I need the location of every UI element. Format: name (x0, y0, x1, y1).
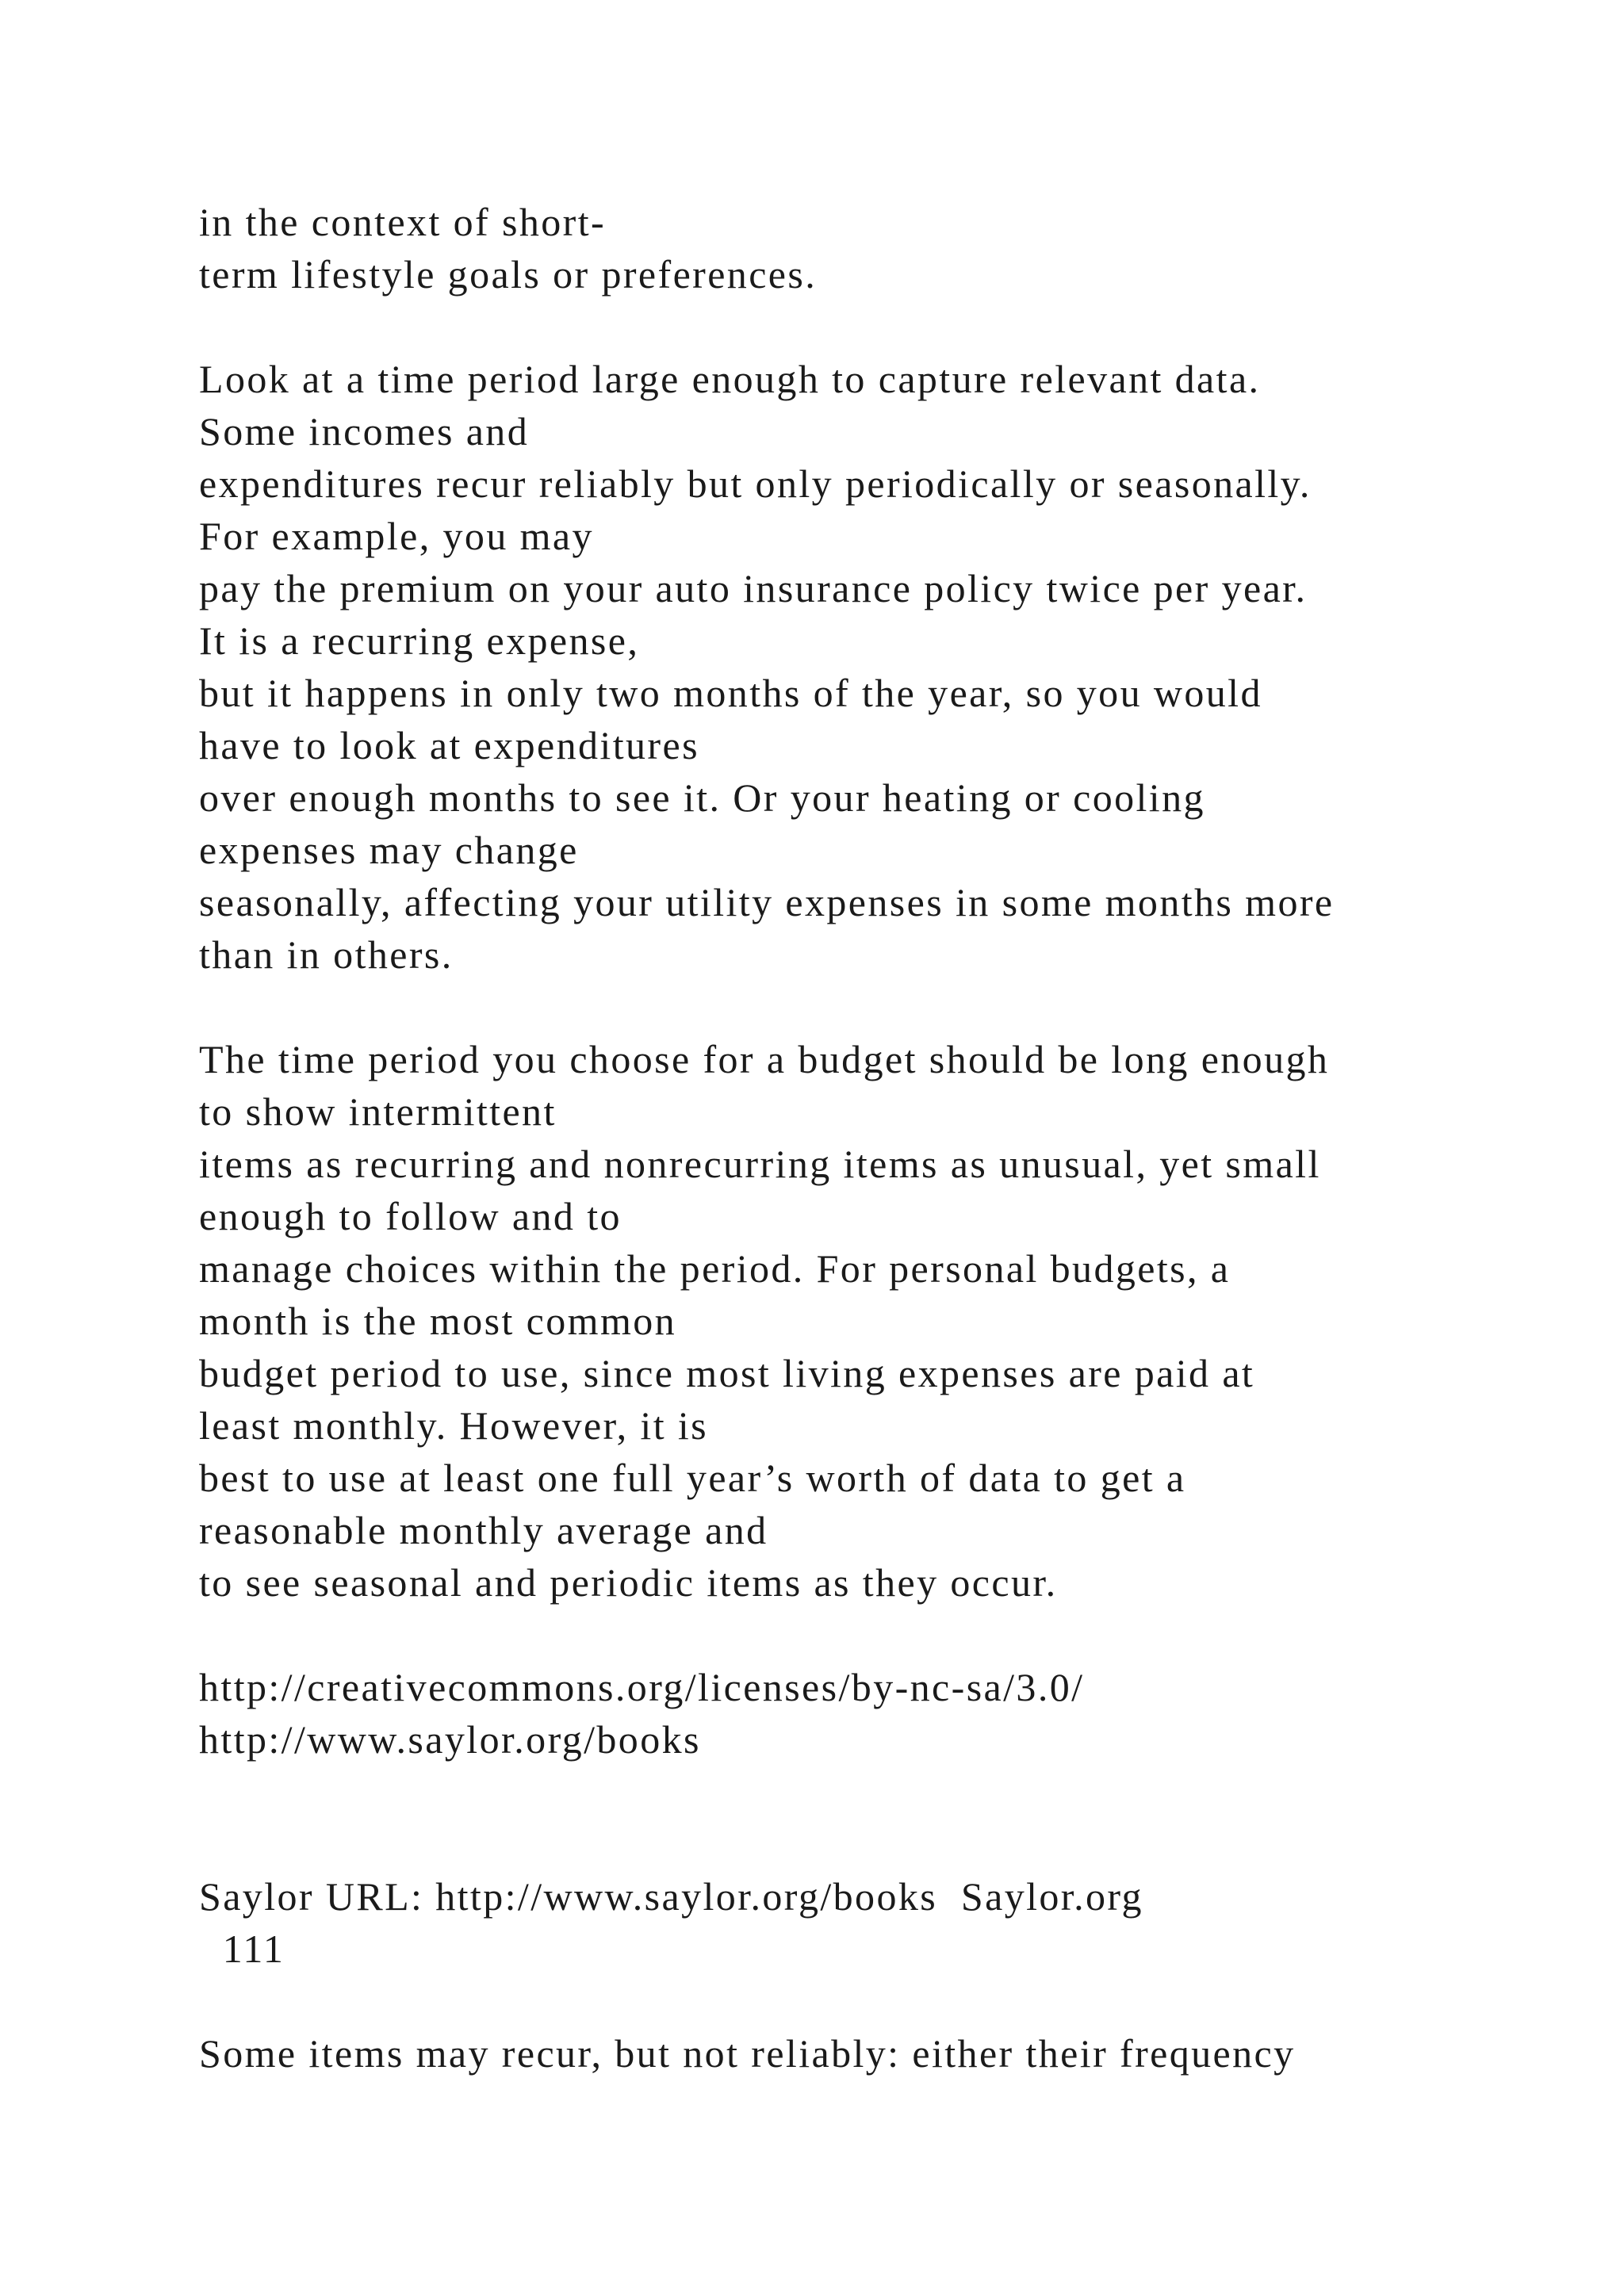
text-line: items as recurring and nonrecurring items as unusual, yet small (199, 1142, 1321, 1186)
text-line: budget period to use, since most living expenses are paid at (199, 1351, 1255, 1395)
text-line: seasonally, affecting your utility expenses in some months more (199, 880, 1335, 924)
text-line: manage choices within the period. For personal budgets, a (199, 1246, 1231, 1291)
text-line: to see seasonal and periodic items as they occur. (199, 1560, 1058, 1605)
text-line: expenses may change (199, 828, 579, 872)
text-line: month is the most common (199, 1299, 677, 1343)
text-line: Some items may recur, but not reliably: either their frequency (199, 2031, 1296, 2076)
text-line: than in others. (199, 932, 454, 977)
source-url: http://www.saylor.org/books (199, 1717, 701, 1762)
text-line: but it happens in only two months of the year, so you would (199, 671, 1262, 715)
text-line: have to look at expenditures (199, 723, 699, 767)
text-line: in the context of short- (199, 200, 607, 244)
text-line: Some incomes and (199, 409, 530, 453)
text-line: least monthly. However, it is (199, 1403, 709, 1448)
text-line: to show intermittent (199, 1089, 557, 1134)
text-line: pay the premium on your auto insurance policy twice per year. (199, 566, 1308, 610)
text-line: Look at a time period large enough to capture relevant data. (199, 357, 1261, 401)
page-number: 111 (199, 1927, 285, 1971)
license-url: http://creativecommons.org/licenses/by-nc-sa/3.0/ (199, 1665, 1085, 1709)
text-line: best to use at least one full year’s worth of data to get a (199, 1456, 1186, 1500)
text-line: It is a recurring expense, (199, 618, 640, 663)
text-line: For example, you may (199, 514, 594, 558)
text-line: over enough months to see it. Or your heating or cooling (199, 775, 1205, 820)
text-line: reasonable monthly average and (199, 1508, 768, 1552)
text-line: term lifestyle goals or preferences. (199, 252, 818, 297)
text-line: The time period you choose for a budget should be long enough (199, 1037, 1330, 1081)
page-footer: Saylor URL: http://www.saylor.org/books Saylor.org (199, 1874, 1143, 1919)
text-line: enough to follow and to (199, 1194, 622, 1238)
text-line: expenditures recur reliably but only periodically or seasonally. (199, 461, 1312, 506)
